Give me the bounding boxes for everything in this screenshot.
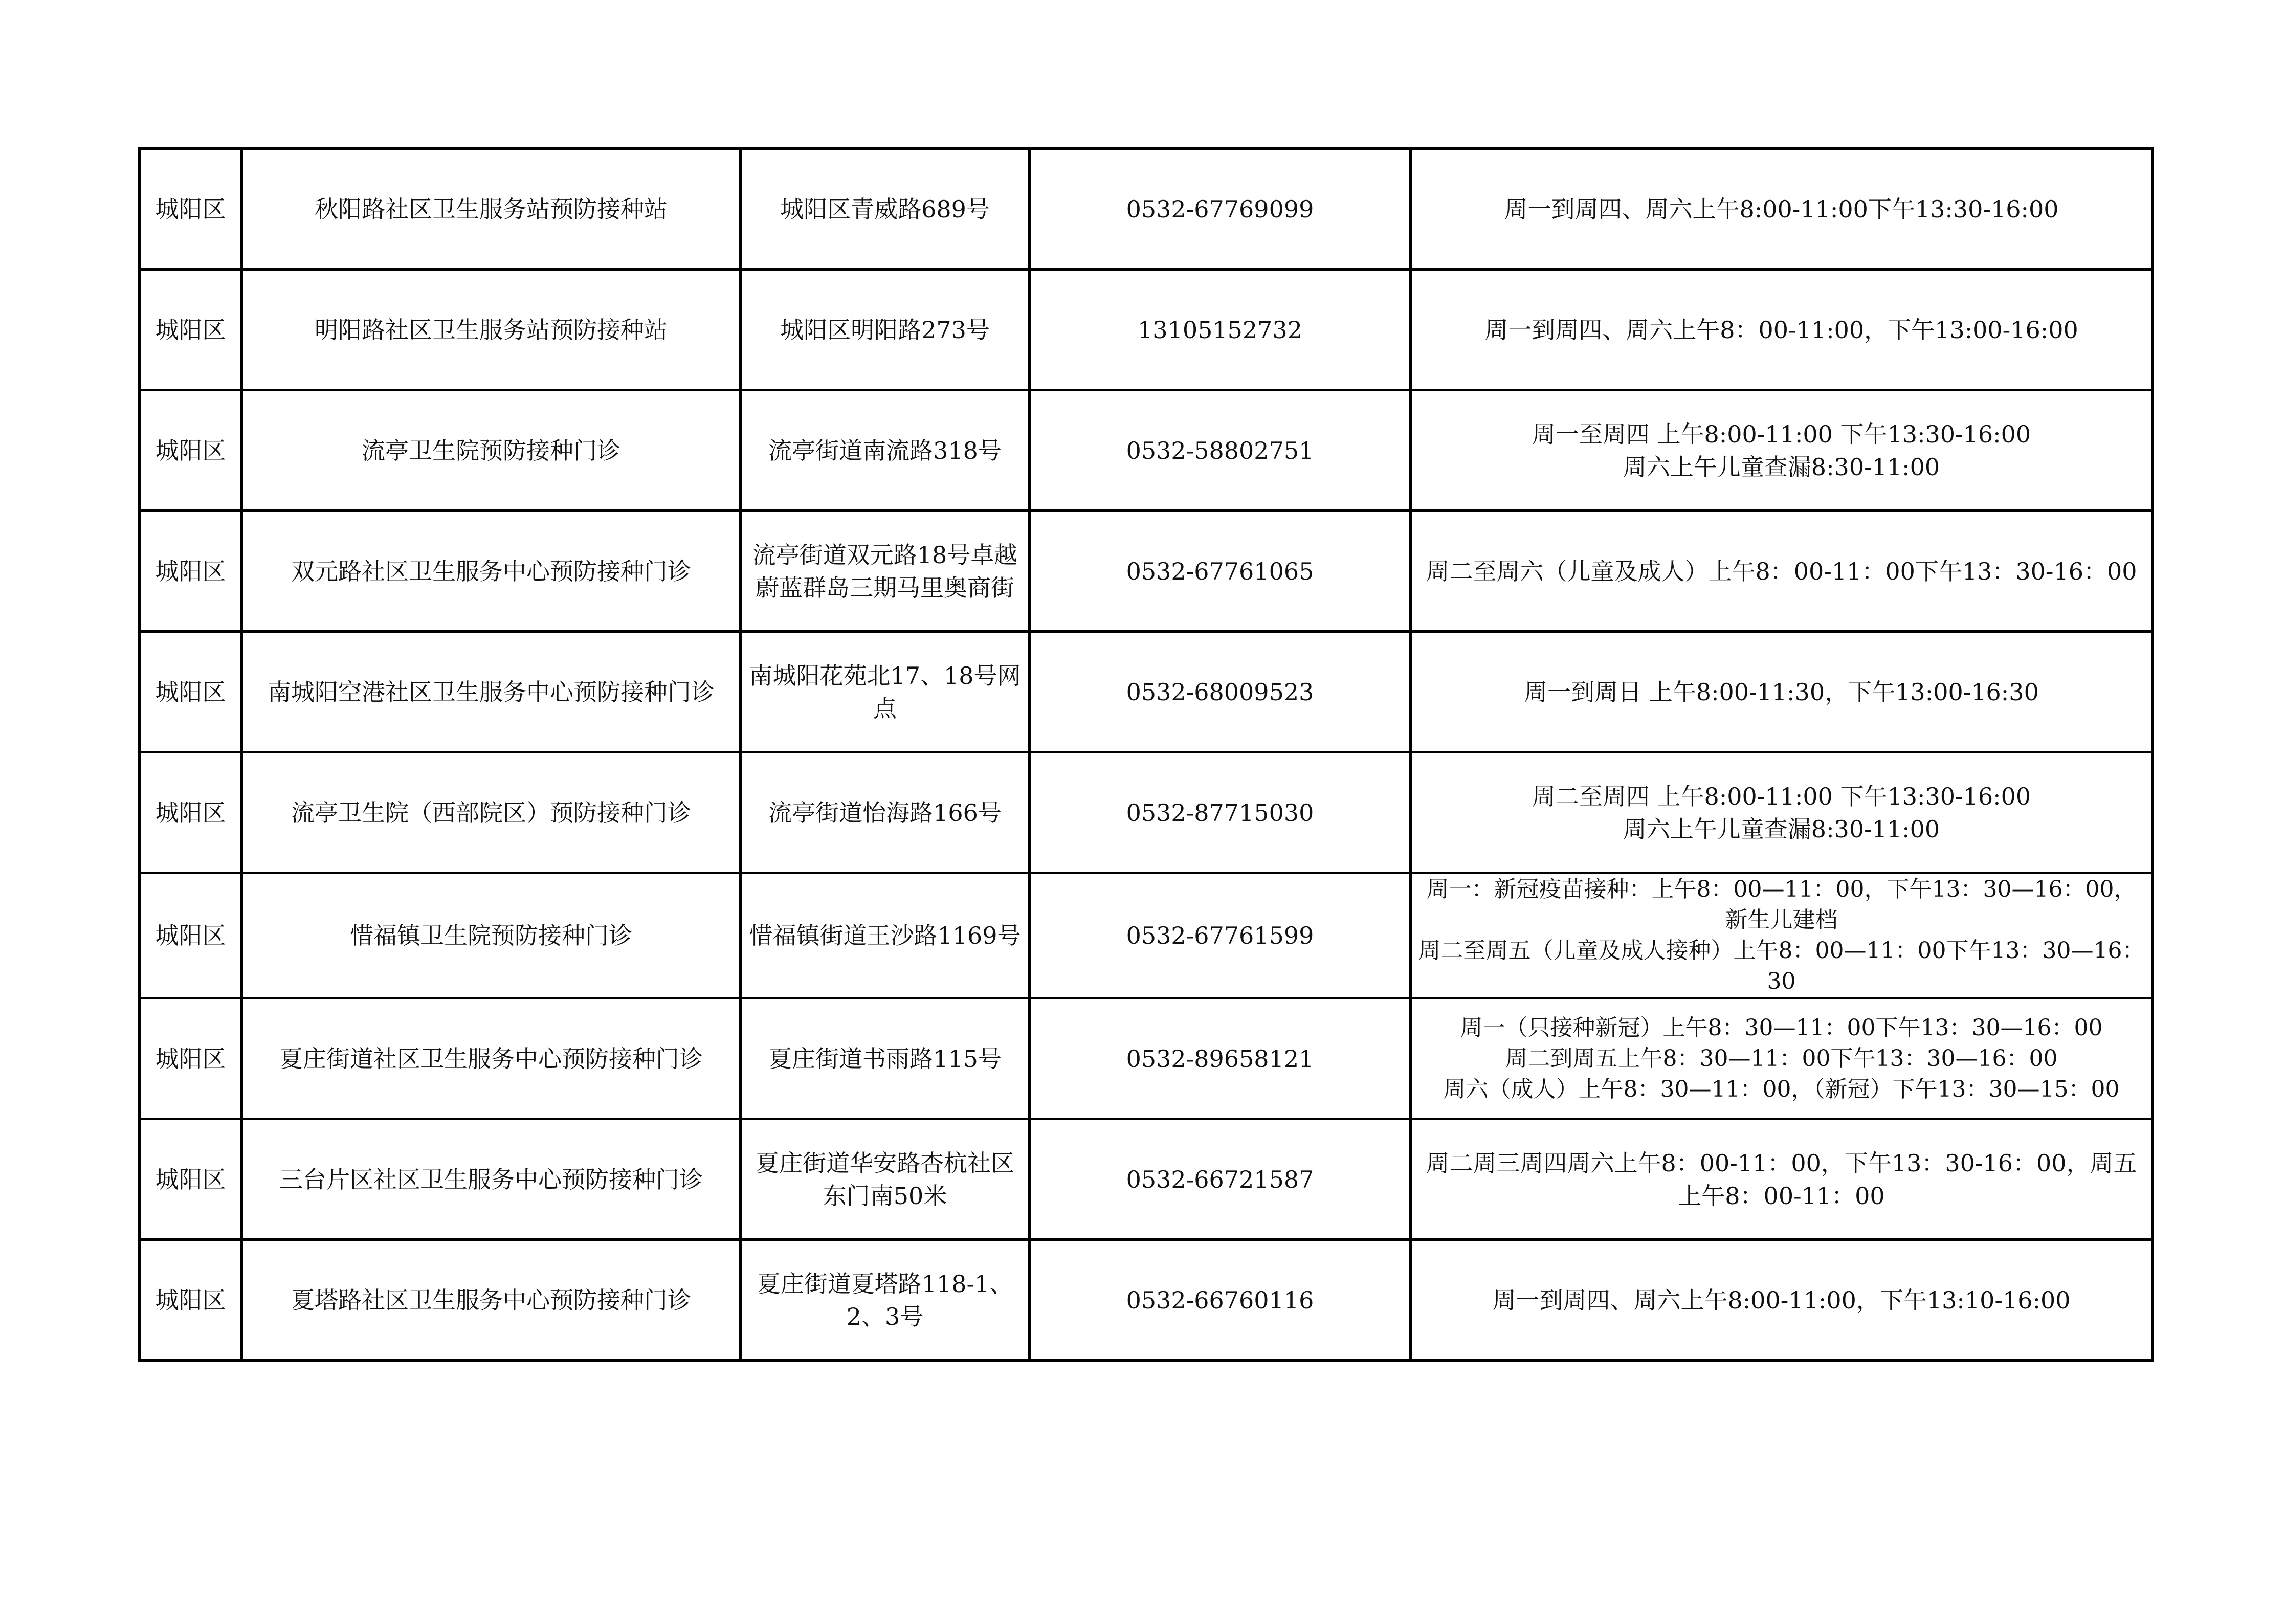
phone-cell: 0532-58802751	[1030, 390, 1411, 511]
hours-cell: 周二周三周四周六上午8：00-11：00，下午13：30-16：00，周五上午8：00-11：00	[1411, 1119, 2153, 1240]
clinic-name-cell: 南城阳空港社区卫生服务中心预防接种门诊	[242, 632, 741, 752]
hours-cell: 周一到周四、周六上午8：00-11:00，下午13:00-16:00	[1411, 270, 2153, 390]
table-row	[140, 1119, 2153, 1240]
address-cell: 惜福镇街道王沙路1169号	[741, 873, 1030, 998]
table-body	[140, 149, 2153, 1361]
table-row	[140, 1240, 2153, 1361]
phone-cell: 13105152732	[1030, 270, 1411, 390]
district-cell: 城阳区	[140, 1119, 242, 1240]
phone-cell: 0532-67761599	[1030, 873, 1411, 998]
district-cell: 城阳区	[140, 998, 242, 1119]
address-cell: 南城阳花苑北17、18号网点	[741, 632, 1030, 752]
clinic-name-cell: 流亭卫生院（西部院区）预防接种门诊	[242, 752, 741, 873]
table-row	[140, 752, 2153, 873]
phone-cell: 0532-66721587	[1030, 1119, 1411, 1240]
address-cell: 夏庄街道夏塔路118-1、2、3号	[741, 1240, 1030, 1361]
district-cell: 城阳区	[140, 1240, 242, 1361]
district-cell: 城阳区	[140, 390, 242, 511]
district-cell: 城阳区	[140, 873, 242, 998]
clinic-name-cell: 夏塔路社区卫生服务中心预防接种门诊	[242, 1240, 741, 1361]
address-cell: 城阳区青威路689号	[741, 149, 1030, 270]
clinic-name-cell: 明阳路社区卫生服务站预防接种站	[242, 270, 741, 390]
district-cell: 城阳区	[140, 632, 242, 752]
vaccination-sites-table	[138, 147, 2154, 1362]
address-cell: 流亭街道双元路18号卓越蔚蓝群岛三期马里奥商街	[741, 511, 1030, 632]
phone-cell: 0532-89658121	[1030, 998, 1411, 1119]
clinic-name-cell: 惜福镇卫生院预防接种门诊	[242, 873, 741, 998]
address-cell: 夏庄街道书雨路115号	[741, 998, 1030, 1119]
phone-cell: 0532-87715030	[1030, 752, 1411, 873]
clinic-name-cell: 三台片区社区卫生服务中心预防接种门诊	[242, 1119, 741, 1240]
clinic-name-cell: 秋阳路社区卫生服务站预防接种站	[242, 149, 741, 270]
hours-cell: 周一（只接种新冠）上午8：30—11：00下午13：30—16：00 周二到周五上午8：30—11：00下午13：30—16：00 周六（成人）上午8：30—11：00，（新冠）下午13：30—15：00	[1411, 998, 2153, 1119]
clinic-name-cell: 夏庄街道社区卫生服务中心预防接种门诊	[242, 998, 741, 1119]
table-row	[140, 511, 2153, 632]
address-cell: 城阳区明阳路273号	[741, 270, 1030, 390]
hours-cell: 周一到周四、周六上午8:00-11:00下午13:30-16:00	[1411, 149, 2153, 270]
address-cell: 流亭街道南流路318号	[741, 390, 1030, 511]
hours-cell: 周一到周四、周六上午8:00-11:00，下午13:10-16:00	[1411, 1240, 2153, 1361]
table-row	[140, 149, 2153, 270]
clinic-name-cell: 流亭卫生院预防接种门诊	[242, 390, 741, 511]
district-cell: 城阳区	[140, 270, 242, 390]
hours-cell: 周二至周六（儿童及成人）上午8：00-11：00下午13：30-16：00	[1411, 511, 2153, 632]
address-cell: 流亭街道怡海路166号	[741, 752, 1030, 873]
table-row	[140, 998, 2153, 1119]
hours-cell: 周一到周日 上午8:00-11:30，下午13:00-16:30	[1411, 632, 2153, 752]
table-row	[140, 270, 2153, 390]
hours-cell: 周二至周四 上午8:00-11:00 下午13:30-16:00 周六上午儿童查漏8:30-11:00	[1411, 752, 2153, 873]
table-row	[140, 632, 2153, 752]
address-cell: 夏庄街道华安路杏杭社区东门南50米	[741, 1119, 1030, 1240]
district-cell: 城阳区	[140, 752, 242, 873]
phone-cell: 0532-67761065	[1030, 511, 1411, 632]
table-row	[140, 873, 2153, 998]
district-cell: 城阳区	[140, 511, 242, 632]
clinic-name-cell: 双元路社区卫生服务中心预防接种门诊	[242, 511, 741, 632]
table-row	[140, 390, 2153, 511]
phone-cell: 0532-67769099	[1030, 149, 1411, 270]
phone-cell: 0532-68009523	[1030, 632, 1411, 752]
hours-cell: 周一：新冠疫苗接种：上午8：00—11：00，下午13：30—16：00，新生儿建档 周二至周五（儿童及成人接种）上午8：00—11：00下午13：30—16：30	[1411, 873, 2153, 998]
district-cell: 城阳区	[140, 149, 242, 270]
phone-cell: 0532-66760116	[1030, 1240, 1411, 1361]
hours-cell: 周一至周四 上午8:00-11:00 下午13:30-16:00 周六上午儿童查漏8:30-11:00	[1411, 390, 2153, 511]
